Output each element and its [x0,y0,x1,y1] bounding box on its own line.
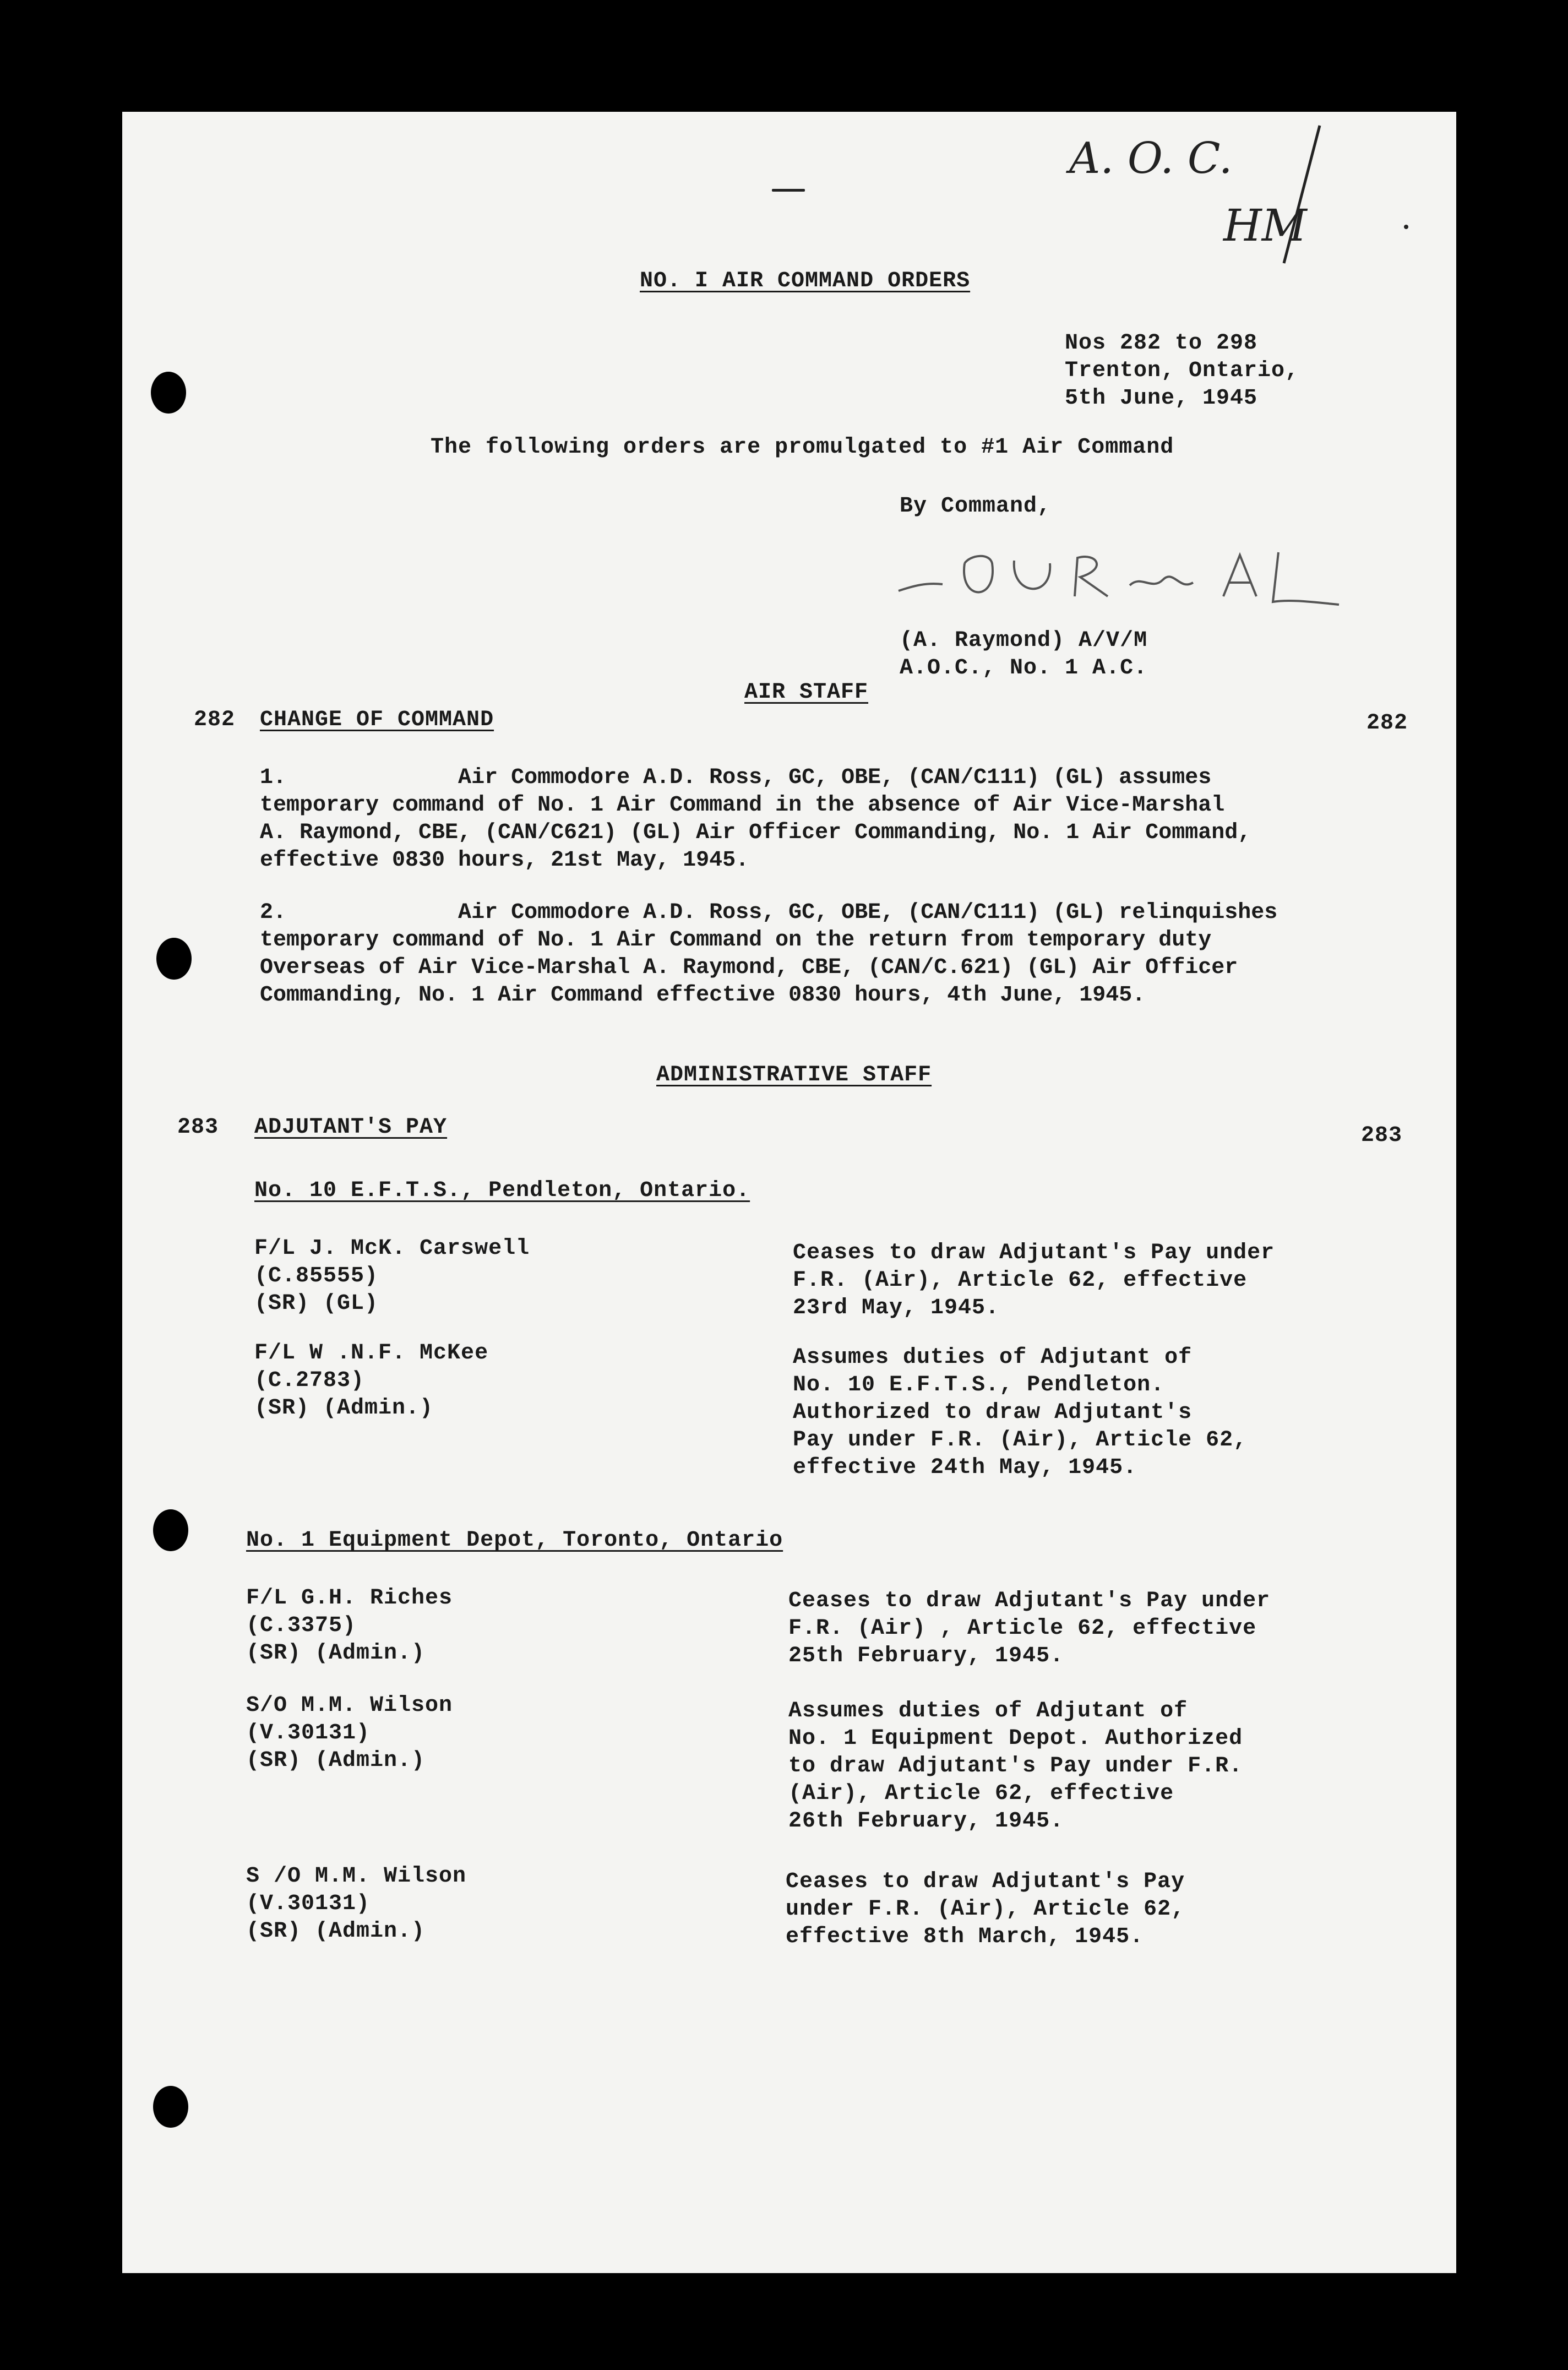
signatory-name: (A. Raymond) A/V/M [900,628,1148,653]
order-282-title: CHANGE OF COMMAND [260,708,494,732]
action-entry [788,1698,1243,1835]
action-line: 25th February, 1945. [788,1644,1064,1668]
person-line: (V.30131) [246,1721,371,1746]
person-line: (SR) (Admin.) [246,1919,426,1944]
unit-heading: No. 1 Equipment Depot, Toronto, Ontario [246,1528,783,1553]
order-283-number-left: 283 [177,1115,219,1140]
order-place: Trenton, Ontario, [1065,358,1299,383]
paragraph-line: temporary command of No. 1 Air Command on the return from temporary duty [260,928,1212,953]
action-line: F.R. (Air) , Article 62, effective [788,1616,1257,1641]
punch-hole [156,938,192,980]
order-numbers: Nos 282 to 298 [1065,331,1258,356]
action-entry [793,1344,1247,1482]
section-air-staff: AIR STAFF [744,680,869,705]
person-line: (SR) (Admin.) [254,1396,434,1421]
paragraph-line: A. Raymond, CBE, (CAN/C621) (GL) Air Officer Commanding, No. 1 Air Command, [260,820,1251,845]
speck [772,189,805,192]
action-line: Authorized to draw Adjutant's [793,1400,1193,1425]
order-282-number-left: 282 [194,708,236,732]
person-entry [246,1863,466,1945]
action-line: Pay under F.R. (Air), Article 62, [793,1428,1248,1453]
punch-hole [153,1509,188,1551]
speck [1404,225,1408,229]
person-entry [254,1340,488,1422]
punch-hole [151,372,186,414]
paragraph-line: Overseas of Air Vice-Marshal A. Raymond, CBE, (CAN/C.621) (GL) Air Officer [260,955,1238,980]
action-line: effective 8th March, 1945. [786,1925,1144,1949]
action-line: 26th February, 1945. [788,1809,1064,1834]
action-line: Assumes duties of Adjutant of [793,1345,1193,1370]
handwritten-stroke [1267,123,1333,266]
handwritten-aoc-note: A. O. C. [1069,134,1233,183]
action-line: Ceases to draw Adjutant's Pay under [788,1589,1271,1613]
action-line: effective 24th May, 1945. [793,1455,1137,1480]
order-283-title: ADJUTANT'S PAY [254,1115,448,1140]
person-entry [246,1585,453,1667]
person-entry [246,1692,453,1775]
paragraph-line: effective 0830 hours, 21st May, 1945. [260,848,749,873]
order-282-paragraph-1 [260,764,1251,874]
person-line: S /O M.M. Wilson [246,1864,467,1889]
action-line: Assumes duties of Adjutant of [788,1699,1188,1724]
person-line: (C.3375) [246,1613,357,1638]
promulgation-line: The following orders are promulgated to #1 Air Command [431,435,1174,460]
action-line: to draw Adjutant's Pay under F.R. [788,1754,1243,1779]
person-line: (V.30131) [246,1891,371,1916]
action-entry [793,1240,1275,1322]
action-line: No. 1 Equipment Depot. Authorized [788,1726,1243,1751]
order-283-number-right: 283 [1361,1123,1403,1148]
paragraph-line: Commanding, No. 1 Air Command effective 0830 hours, 4th June, 1945. [260,983,1146,1008]
person-line: (SR) (Admin.) [246,1641,426,1666]
document-title: NO. I AIR COMMAND ORDERS [640,269,971,293]
person-line: F/L G.H. Riches [246,1586,453,1611]
order-282-paragraph-2 [260,899,1277,1009]
order-282-number-right: 282 [1366,711,1408,736]
action-line: (Air), Article 62, effective [788,1781,1174,1806]
action-entry [786,1868,1185,1951]
person-line: (SR) (GL) [254,1291,379,1316]
punch-hole [153,2086,188,2128]
section-administrative-staff: ADMINISTRATIVE STAFF [656,1063,932,1088]
person-line: (C.2783) [254,1368,365,1393]
paragraph-line: 2. Air Commodore A.D. Ross, GC, OBE, (CAN/C111) (GL) relinquishes [260,900,1278,925]
person-line: F/L W .N.F. McKee [254,1341,489,1366]
action-line: Ceases to draw Adjutant's Pay under [793,1241,1275,1265]
paragraph-line: temporary command of No. 1 Air Command in the absence of Air Vice-Marshal [260,793,1225,818]
action-line: 23rd May, 1945. [793,1296,1000,1320]
order-date: 5th June, 1945 [1065,386,1258,411]
unit-heading: No. 10 E.F.T.S., Pendleton, Ontario. [254,1178,750,1203]
action-entry [788,1588,1270,1670]
by-command: By Command, [900,494,1052,519]
paragraph-line: 1. Air Commodore A.D. Ross, GC, OBE, (CAN/C111) (GL) assumes [260,765,1212,790]
action-line: Ceases to draw Adjutant's Pay [786,1869,1185,1894]
action-line: F.R. (Air), Article 62, effective [793,1268,1248,1293]
action-line: No. 10 E.F.T.S., Pendleton. [793,1373,1165,1398]
signature [893,530,1344,624]
handwritten-initials: HM [1223,200,1307,251]
person-entry [254,1235,530,1318]
person-line: (C.85555) [254,1264,379,1289]
document-page [122,112,1456,2273]
person-line: S/O M.M. Wilson [246,1693,453,1718]
person-line: F/L J. McK. Carswell [254,1236,530,1261]
action-line: under F.R. (Air), Article 62, [786,1897,1185,1922]
person-line: (SR) (Admin.) [246,1748,426,1773]
signatory-title: A.O.C., No. 1 A.C. [900,656,1148,681]
